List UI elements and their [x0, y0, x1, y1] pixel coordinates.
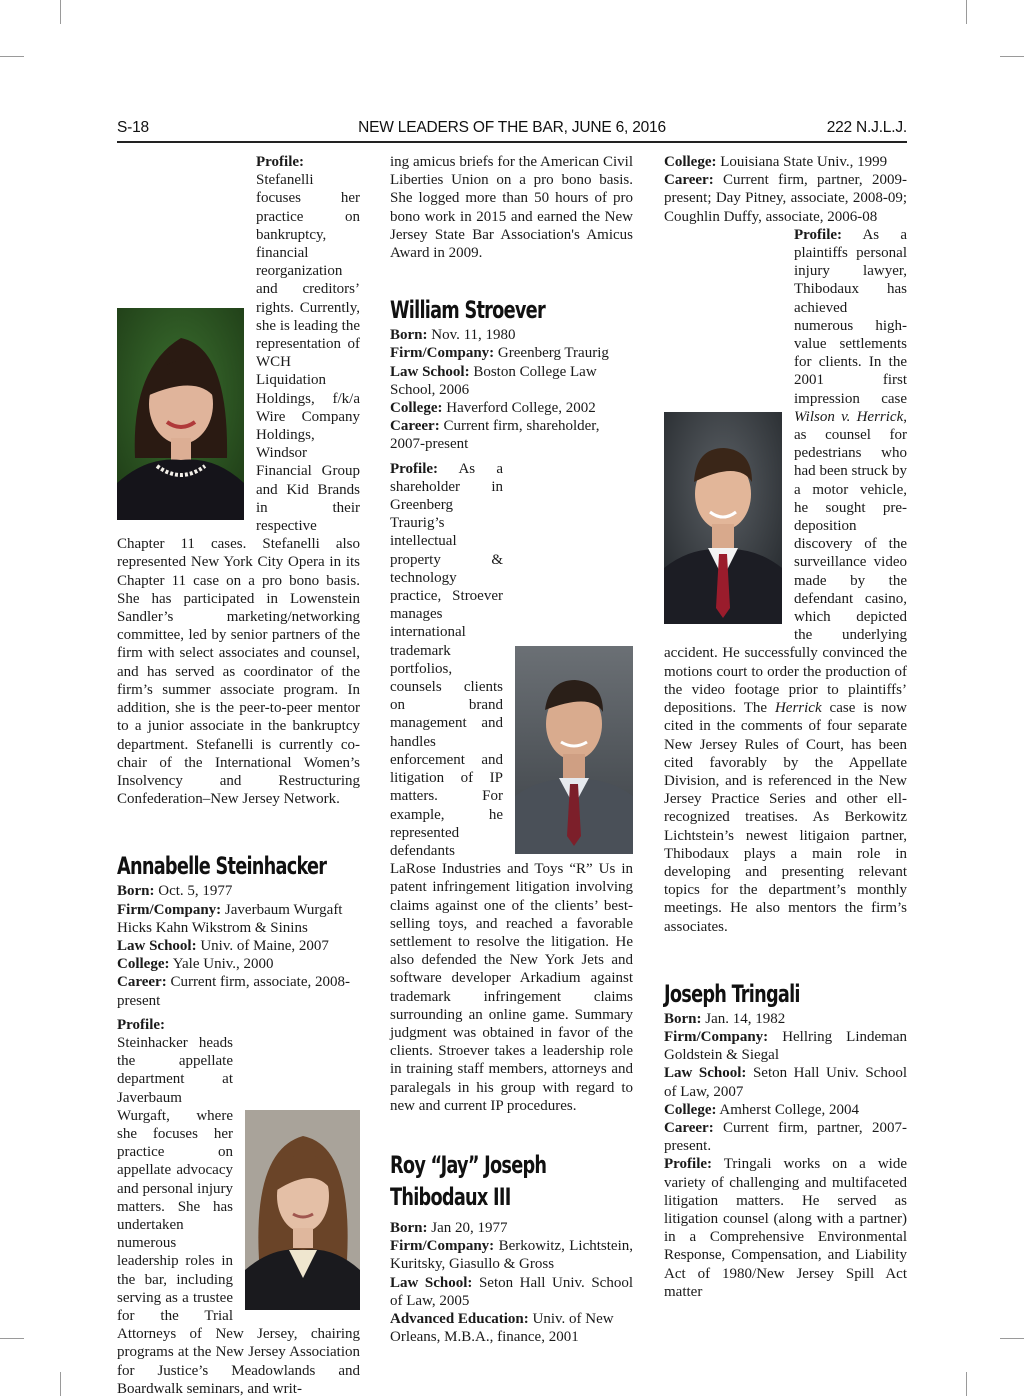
attorney-name: Joseph Tringali	[664, 979, 800, 1008]
stroever-photo	[515, 646, 633, 854]
born-field: Born: Nov. 11, 1980	[390, 327, 516, 344]
career-field: Career: Current firm, partner, 2007-present.	[664, 1119, 908, 1155]
law-school-field: Law School: Seton Hall Univ. School of Law, 2007	[664, 1065, 908, 1100]
college-field: College: Louisiana State Univ., 1999	[664, 154, 888, 170]
tringali-profile-body: Profile: Tringali works on a wide variety of challenging and multifaceted litigation matters. He served as litigation counsel (along with a partner) in a Comprehensive Environmental Response, Compensation, and Liability Act of 1980/New Jersey Spill Act matter	[664, 1156, 907, 1300]
attorney-name: Roy “Jay” Joseph	[390, 1150, 547, 1179]
college-field: College: Haverford College, 2002	[390, 400, 596, 417]
firm-field: Firm/Company: Hellring Lindeman Goldstein & Siegal	[664, 1028, 907, 1064]
attorney-name: Annabelle Steinhacker	[117, 852, 327, 881]
page-number: S-18	[117, 119, 149, 136]
crop-mark	[0, 1338, 24, 1339]
crop-mark	[966, 0, 967, 24]
career-field: Career: Current firm, shareholder, 2007-present	[390, 418, 600, 453]
running-header	[117, 119, 907, 139]
thibodaux-profile-body: Profile: As a plaintiffs personal injury lawyer, Thibodaux has achieved numerous high-value settlements for clients. In the 2001 first impression case Wilson v. Herrick, as counsel for pedestrians who had been struck by a motor vehicle, he sought pre-deposition discovery of the surveillance video made by the defendant casino, which depicted the underlying accident. He successfully convinced the motions court to order the production of the video footage prior to plaintiffs’ depositions. The Herrick case is now cited in the comments of four separate New Jersey Rules of Court, has been cited favorably by the Appellate Division, and is referenced in the New Jersey Practice Series and other ell-recognized treatises. As Berkowitz Lichtstein’s newest litigaion partner, Thibodaux plays a main role in developing and presenting relevant topics for the department’s monthly meetings. He also mentors the firm’s associates.	[664, 226, 908, 935]
column-1	[117, 153, 360, 1398]
steinhacker-photo	[245, 1110, 360, 1310]
born-field: Born: Jan. 14, 1982	[664, 1010, 786, 1027]
crop-mark	[60, 1372, 61, 1396]
steinhacker-profile-continued: ing amicus briefs for the American Civil Liberties Union on a pro bono basis. She logged more than 50 hours of pro bono work in 2015 and earned the New Jersey State Bar Association's Amicus Award in 2009.	[390, 154, 633, 262]
law-school-field: Law School: Boston College Law School, 2006	[390, 363, 597, 398]
attorney-name: Thibodaux III	[390, 1182, 511, 1211]
stefanelli-profile-text	[117, 153, 360, 808]
steinhacker-profile	[117, 1016, 360, 1398]
stroever-profile	[390, 460, 633, 1115]
college-field: College: Amherst College, 2004	[664, 1101, 859, 1118]
column-3	[664, 153, 907, 1301]
advanced-education-field: Advanced Education: Univ. of New Orleans, M.B.A., finance, 2001	[390, 1310, 614, 1346]
steinhacker-profile-body: Profile: Steinhacker heads the appellate department at Javerbaum Wurgaft, where she focuses her practice on appellate advocacy and personal injury matters. She has undertaken numerous leadership roles in the bar, including serving as a trustee for the Trial Attorneys of New Jersey, chairing programs at the New Jersey Association for Justice’s Meadowlands and Boardwalk seminars, and writ-	[117, 1016, 360, 1397]
firm-field: Firm/Company: Greenberg Traurig	[390, 345, 609, 362]
born-field: Born: Oct. 5, 1977	[117, 883, 233, 900]
firm-field: Firm/Company: Berkowitz, Lichtstein, Kuritsky, Giasullo & Gross	[390, 1238, 634, 1273]
career-field: Career: Current firm, associate, 2008-present	[117, 974, 350, 1009]
publication-title: NEW LEADERS OF THE BAR, JUNE 6, 2016	[358, 119, 666, 136]
college-field: College: Yale Univ., 2000	[117, 956, 274, 973]
thibodaux-profile	[664, 226, 907, 936]
header-rule	[117, 141, 907, 143]
stefanelli-profile-body: Profile: Stefanelli focuses her practice on bankruptcy, financial reorganization and creditors’ rights. Currently, she is leading the representation of WCH Liquidation Holdings, f/k/a Wire Company Holdings, Windsor Financial Group and Kid Brands in their respective Chapter 11 cases. Stefanelli also represented New York City Opera in its Chapter 11 case on a pro bono basis. She has participated in Lowenstein Sandler’s marketing/networking committee, led by senior partners of the firm with select associates and counsel, and has served as coordinator of the firm’s summer associate program. In addition, she is the peer-to-peer mentor to a junior associate in the bankruptcy department. Stefanelli is currently co-chair of the International Women’s Insolvency and Restructuring Confederation–New Jersey Network.	[117, 154, 360, 808]
volume-citation: 222 N.J.L.J.	[826, 119, 907, 136]
attorney-name: William Stroever	[390, 296, 545, 325]
born-field: Born: Jan 20, 1977	[390, 1219, 508, 1236]
law-school-field: Law School: Univ. of Maine, 2007	[117, 937, 329, 954]
crop-mark	[1000, 1338, 1024, 1339]
crop-mark	[0, 56, 24, 57]
crop-mark	[60, 0, 61, 24]
stefanelli-photo	[117, 308, 244, 520]
law-school-field: Law School: Seton Hall Univ. School of Law, 2005	[390, 1274, 634, 1309]
career-field: Career: Current firm, partner, 2009-present; Day Pitney, associate, 2008-09; Coughlin Duffy, associate, 2006-08	[664, 172, 908, 225]
stroever-profile-body: Profile: As a shareholder in Greenberg Traurig’s intellectual property & technology practice, Stroever manages international trademark portfolios, counsels clients on brand management and handles enforcement and litigation of IP matters. For example, he represented defendants LaRose Industries and Toys “R” Us in patent infringement litigation involving claims against one of the clients’ best-selling toys, and reached a favorable settlement to resolve the litigation. He also defended the New York Jets and software developer Arkadium against trademark infringement claims surrounding an online game. Summary judgment was obtained in favor of the clients. Stroever takes a leadership role in training staff members, attorneys and paralegals in his group with regard to new and current IP procedures.	[390, 460, 633, 1114]
crop-mark	[966, 1372, 967, 1396]
crop-mark	[1000, 56, 1024, 57]
firm-field: Firm/Company: Javerbaum Wurgaft Hicks Kahn Wikstrom & Sinins	[117, 901, 343, 936]
thibodaux-photo	[664, 412, 782, 624]
column-2	[390, 153, 633, 1346]
